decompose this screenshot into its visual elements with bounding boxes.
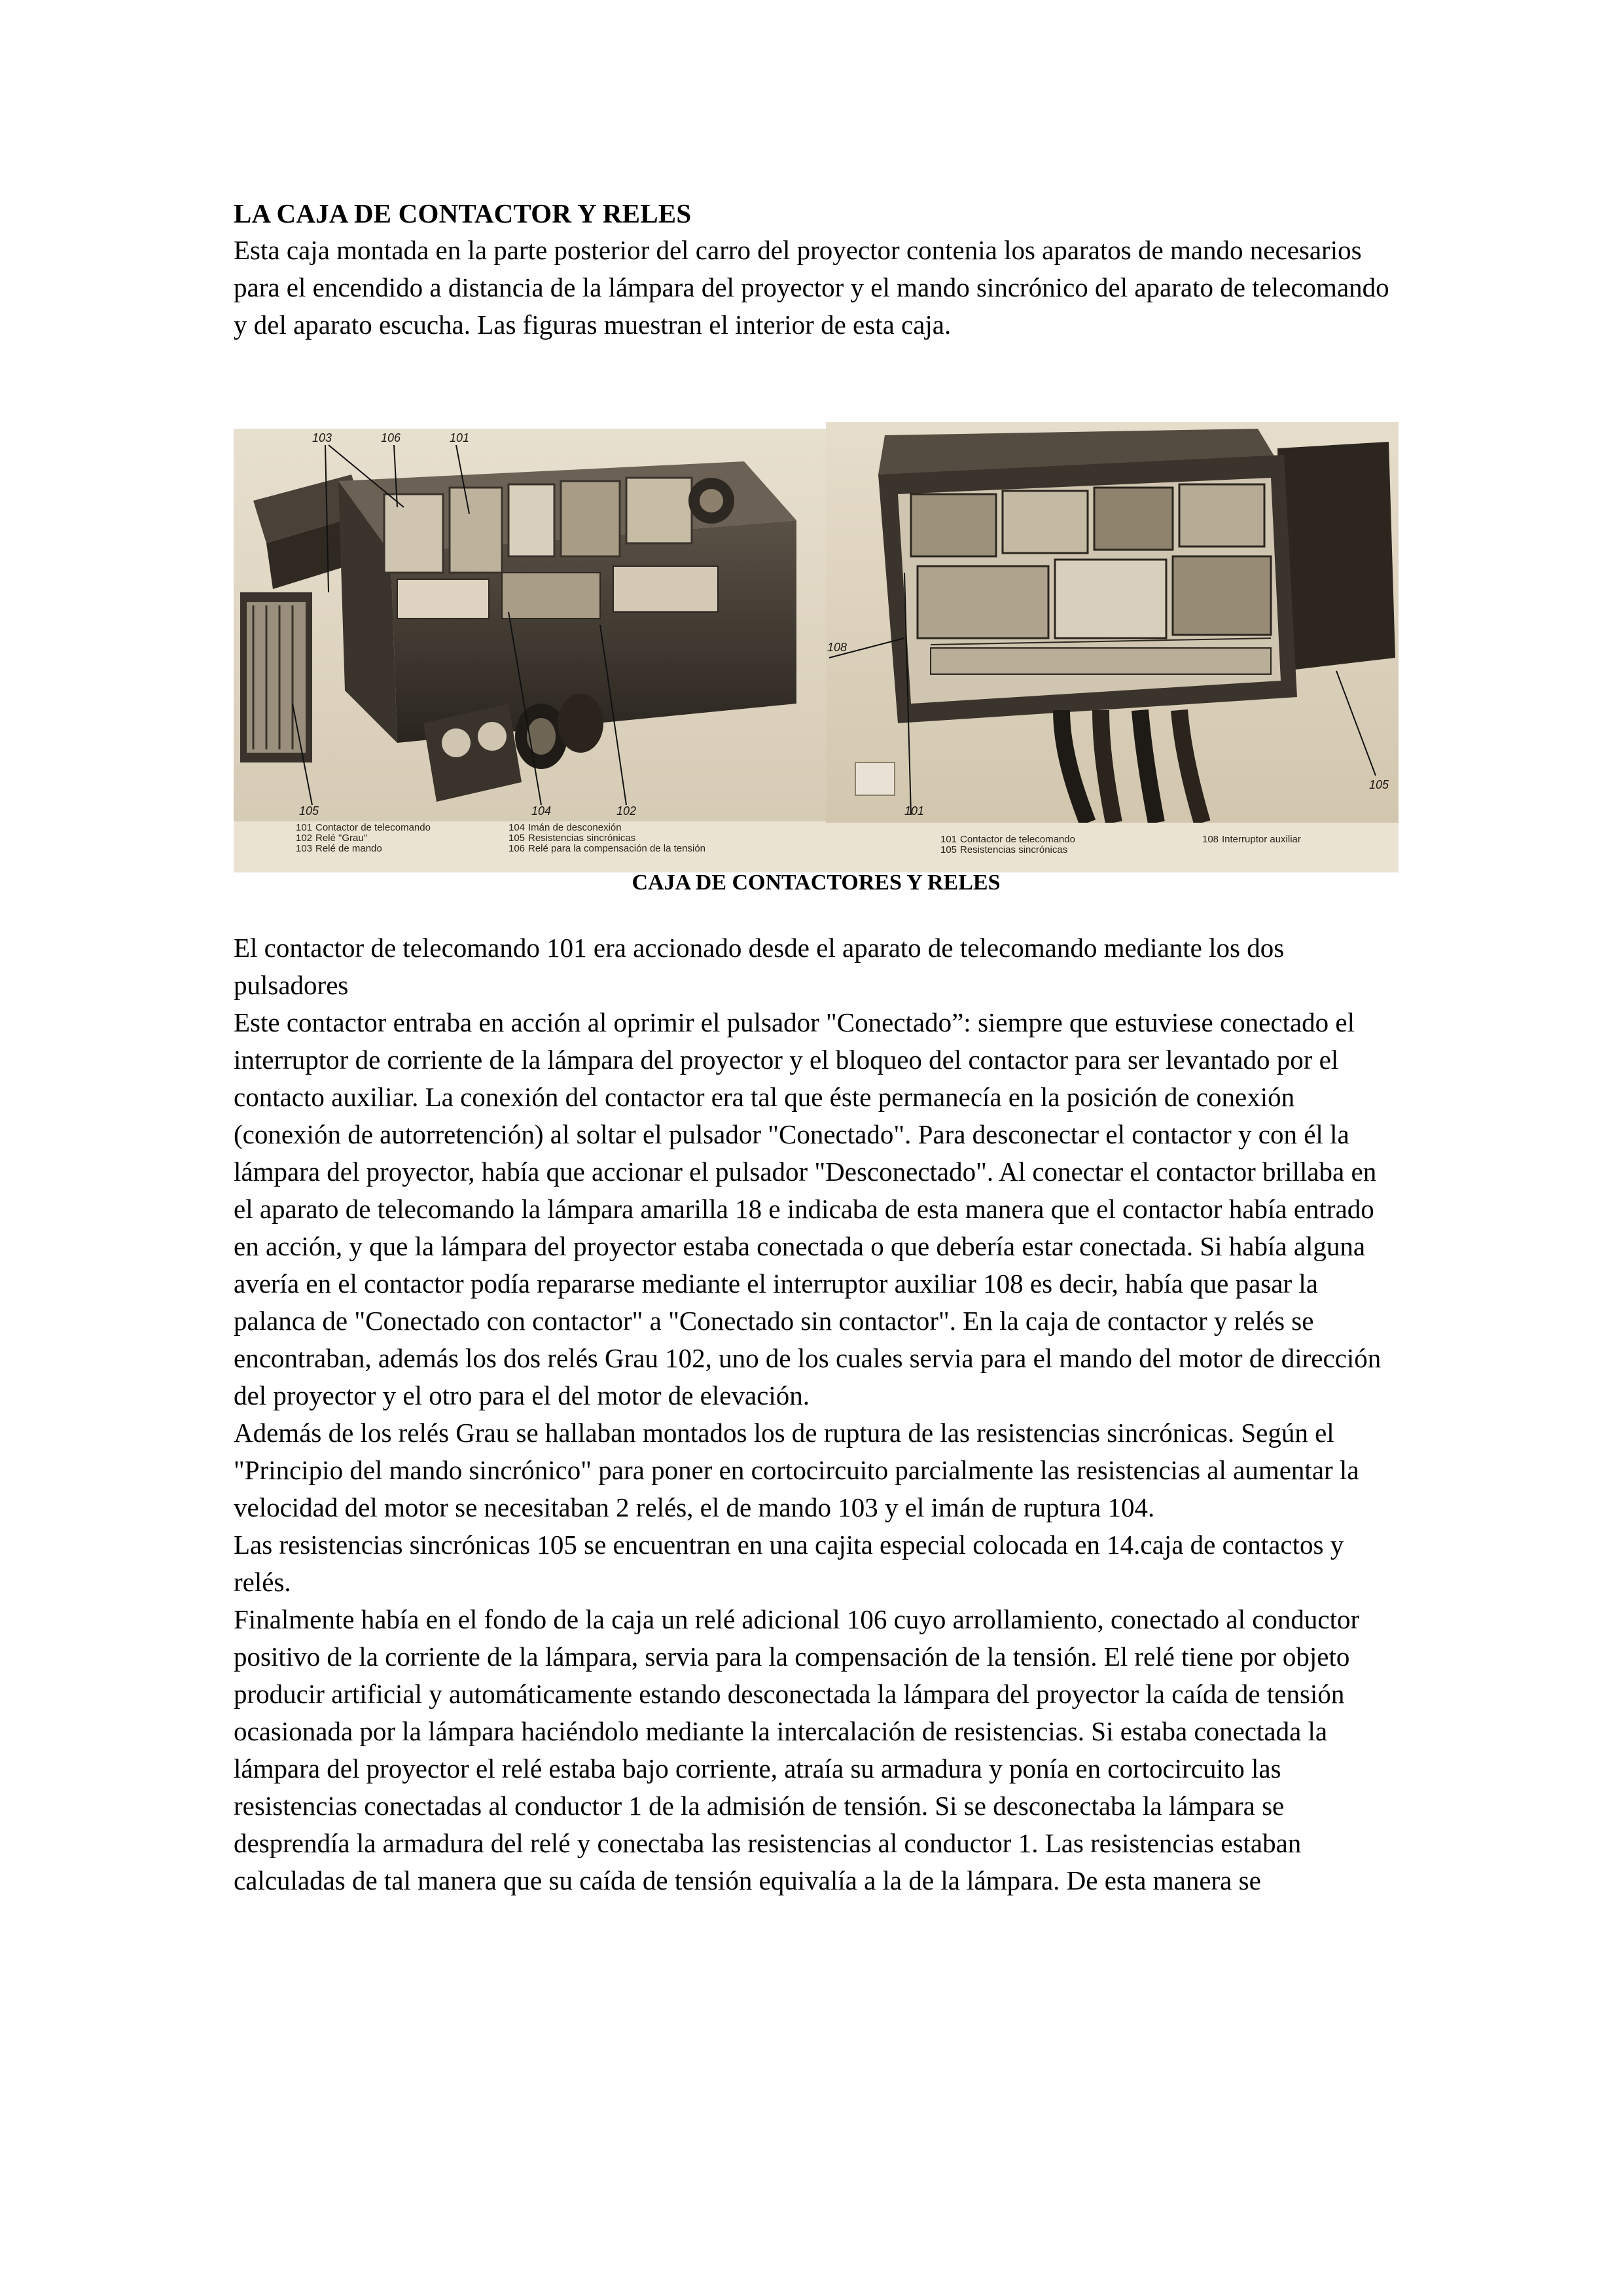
legend-num: 101: [940, 834, 957, 845]
legend-text: Imán de desconexión: [528, 822, 622, 833]
intro-section: [234, 195, 1399, 344]
legend-right-a: [940, 834, 1075, 855]
body-paragraph: Las resistencias sincrónicas 105 se encuentran en una cajita especial colocada en 14.caja de contactos y relés.: [234, 1530, 1344, 1597]
photo-label: 102: [616, 804, 637, 817]
legend-num: 108: [1202, 834, 1219, 845]
legend-text: Resistencias sincrónicas: [528, 833, 636, 844]
legend-text: Resistencias sincrónicas: [960, 844, 1068, 855]
photo-label: 101: [450, 431, 470, 444]
legend-text: Relé "Grau": [315, 833, 368, 844]
figure-contactor-box: [234, 422, 1399, 870]
legend-left-b: [508, 823, 705, 854]
intro-paragraph: Esta caja montada en la parte posterior del carro del proyector contenia los aparatos de mando necesarios para el encendido a distancia de la lámpara del proyector y el mando sincrónico del aparato de telecomando y del aparato escucha. Las figuras muestran el interior de esta caja.: [234, 235, 1389, 340]
body-text: [234, 929, 1399, 1899]
photo-label: 105: [1369, 778, 1389, 791]
legend-text: Contactor de telecomando: [315, 822, 431, 833]
body-paragraph: Finalmente había en el fondo de la caja un relé adicional 106 cuyo arrollamiento, conectado al conductor positivo de la corriente de la lámpara, servia para la compensación de la tensión. El relé tiene por objeto producir artificial y automáticamente estando desconectada la lámpara del proyector la caída de tensión ocasionada por la lámpara haciéndolo mediante la intercalación de resistencias. Si estaba conectada la lámpara del proyector el relé estaba bajo corriente, atraía su armadura y ponía en cortocircuito las resistencias conectadas al conductor 1 de la admisión de tensión. Si se desconectaba la lámpara se desprendía la armadura del relé y conectaba las resistencias al conductor 1. Las resistencias estaban calculadas de tal manera que su caída de tensión equivalía a la de la lámpara. De esta manera se: [234, 1604, 1360, 1895]
legend-row: [296, 844, 431, 854]
body-paragraph: Este contactor entraba en acción al oprimir el pulsador "Conectado”: siempre que estuviese conectado el interruptor de corriente de la lámpara del proyector y el bloqueo del contactor para ser levantado por el contacto auxiliar. La conexión del contactor era tal que éste permanecía en la posición de conexión (conexión de autorretención) al soltar el pulsador "Conectado". Para desconectar el contactor y con él la lámpara del proyector, había que accionar el pulsador "Desconectado". Al conectar el contactor brillaba en el aparato de telecomando la lámpara amarilla 18 e indicaba de esta manera que el contactor había entrado en acción, y que la lámpara del proyector estaba conectada o que debería estar conectada. Si había alguna avería en el contactor podía repararse mediante el interruptor auxiliar 108 es decir, había que pasar la palanca de "Conectado con contactor" a "Conectado sin contactor". En la caja de contactor y relés se encontraban, además los dos relés Grau 102, uno de los cuales servia para el mando del motor de dirección del proyector y el otro para el del motor de elevación.: [234, 1007, 1382, 1410]
legend-row: [508, 823, 705, 833]
legend-num: 103: [296, 843, 313, 854]
legend-text: Interruptor auxiliar: [1222, 834, 1301, 845]
photo-right-illustration: [826, 422, 1399, 823]
legend-row: [296, 833, 431, 844]
legend-left-a: [296, 823, 431, 854]
legend-row: [940, 834, 1075, 845]
legend-row: [508, 844, 705, 854]
photo-right: [826, 422, 1399, 823]
legend-num: 105: [508, 833, 526, 844]
body-paragraph: Además de los relés Grau se hallaban montados los de ruptura de las resistencias sincrónicas. Según el "Principio del mando sincrónico" para poner en cortocircuito parcialmente las resistencias al aumentar la velocidad del motor se necesitaban 2 relés, el de mando 103 y el imán de ruptura 104.: [234, 1418, 1359, 1522]
legend-row: [940, 845, 1075, 855]
legend-num: 102: [296, 833, 313, 844]
photo-label: 108: [827, 641, 847, 654]
legend-text: Contactor de telecomando: [960, 834, 1075, 845]
photo-label: 105: [299, 804, 319, 817]
photo-label: 101: [904, 804, 925, 817]
legend-text: Relé para la compensación de la tensión: [528, 843, 706, 854]
body-paragraph: El contactor de telecomando 101 era accionado desde el aparato de telecomando mediante los dos pulsadores: [234, 933, 1285, 1000]
page-title: LA CAJA DE CONTACTOR Y RELES: [234, 198, 692, 228]
legend-text: Relé de mando: [315, 843, 382, 854]
legend-num: 105: [940, 844, 957, 855]
legend-num: 104: [508, 822, 526, 833]
legend-row: [508, 833, 705, 844]
legend-num: 101: [296, 822, 313, 833]
photo-left: [234, 429, 826, 821]
legend-num: 106: [508, 843, 526, 854]
legend-right-b: [1202, 834, 1301, 845]
legend-row: [1202, 834, 1301, 845]
figure-caption: CAJA DE CONTACTORES Y RELES: [632, 870, 1001, 895]
photo-label: 104: [531, 804, 552, 817]
legend-row: [296, 823, 431, 833]
photo-label: 106: [381, 431, 401, 444]
photo-left-illustration: [234, 429, 826, 821]
photo-label: 103: [312, 431, 332, 444]
